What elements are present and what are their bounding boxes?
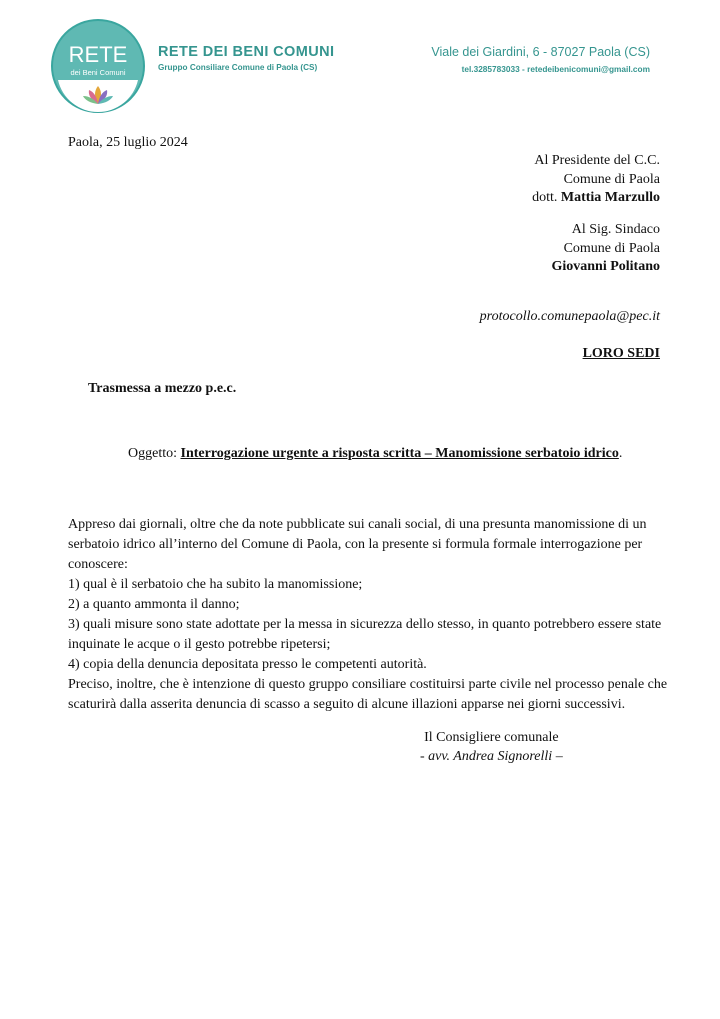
subject-text: Interrogazione urgente a risposta scritta – Manomissione serbatoio idrico: [180, 446, 619, 461]
body-item: 4) copia della denuncia depositata presso le competenti autorità.: [68, 657, 427, 672]
recipient-block: [532, 152, 660, 208]
body-item: 1) qual è il serbatoio che ha subito la manomissione;: [68, 577, 363, 592]
org-name: RETE DEI BENI COMUNI: [158, 44, 335, 60]
body-intro: Appreso dai giornali, oltre che da note pubblicate sui canali social, di una presunta manomissione di un serbatoio idrico all’interno del Comune di Paola, con la presente si formula formale interrogazione per conoscere:: [68, 517, 647, 572]
body-item: 3) quali misure sono state adottate per la messa in sicurezza dello stesso, in quanto potrebbero essere state inquinate le acque o il gesto potrebbe ripetersi;: [68, 617, 662, 652]
transmission-note: Trasmessa a mezzo p.e.c.: [88, 381, 237, 396]
recipient-line: Comune di Paola: [563, 171, 660, 187]
org-address: Viale dei Giardini, 6 - 87027 Paola (CS): [431, 45, 650, 59]
recipient-name: Giovanni Politano: [551, 259, 660, 274]
recipient-block: [551, 221, 660, 277]
recipient-line: Al Sig. Sindaco: [571, 222, 660, 237]
pec-email: protocollo.comunepaola@pec.it: [479, 309, 660, 324]
svg-text:RETE: RETE: [68, 42, 128, 67]
signature-role: Il Consigliere comunale: [424, 730, 559, 745]
svg-text:dei Beni Comuni: dei Beni Comuni: [70, 68, 126, 77]
letter-body: [68, 515, 668, 715]
recipient-name-line: dott. Mattia Marzullo: [532, 190, 660, 205]
recipient-name-line: [551, 258, 660, 277]
recipient-line: Al Presidente del C.C.: [534, 153, 660, 168]
recipient-line: Comune di Paola: [563, 240, 660, 256]
org-subtitle: Gruppo Consiliare Comune di Paola (CS): [158, 63, 318, 72]
org-contact: tel.3285783033 - retedeibenicomuni@gmail.com: [461, 64, 650, 74]
subject-line: Oggetto: Interrogazione urgente a risposta scritta – Manomissione serbatoio idrico.: [128, 446, 623, 461]
recipient-name: Mattia Marzullo: [560, 190, 660, 205]
subject-label: Oggetto:: [128, 446, 181, 461]
body-closing: Preciso, inoltre, che è intenzione di questo gruppo consiliare costituirsi parte civile nel processo penale che scaturirà dalla asserita denuncia di scasso a seguito di alcune illazioni apparse nei giorni successivi.: [68, 677, 668, 712]
signature-block: [420, 728, 563, 766]
rete-logo: [50, 18, 146, 114]
signature-name: - avv. Andrea Signorelli –: [420, 749, 563, 764]
body-item: 2) a quanto ammonta il danno;: [68, 597, 240, 612]
loro-sedi: LORO SEDI: [582, 346, 660, 361]
letter-date: Paola, 25 luglio 2024: [68, 135, 188, 150]
